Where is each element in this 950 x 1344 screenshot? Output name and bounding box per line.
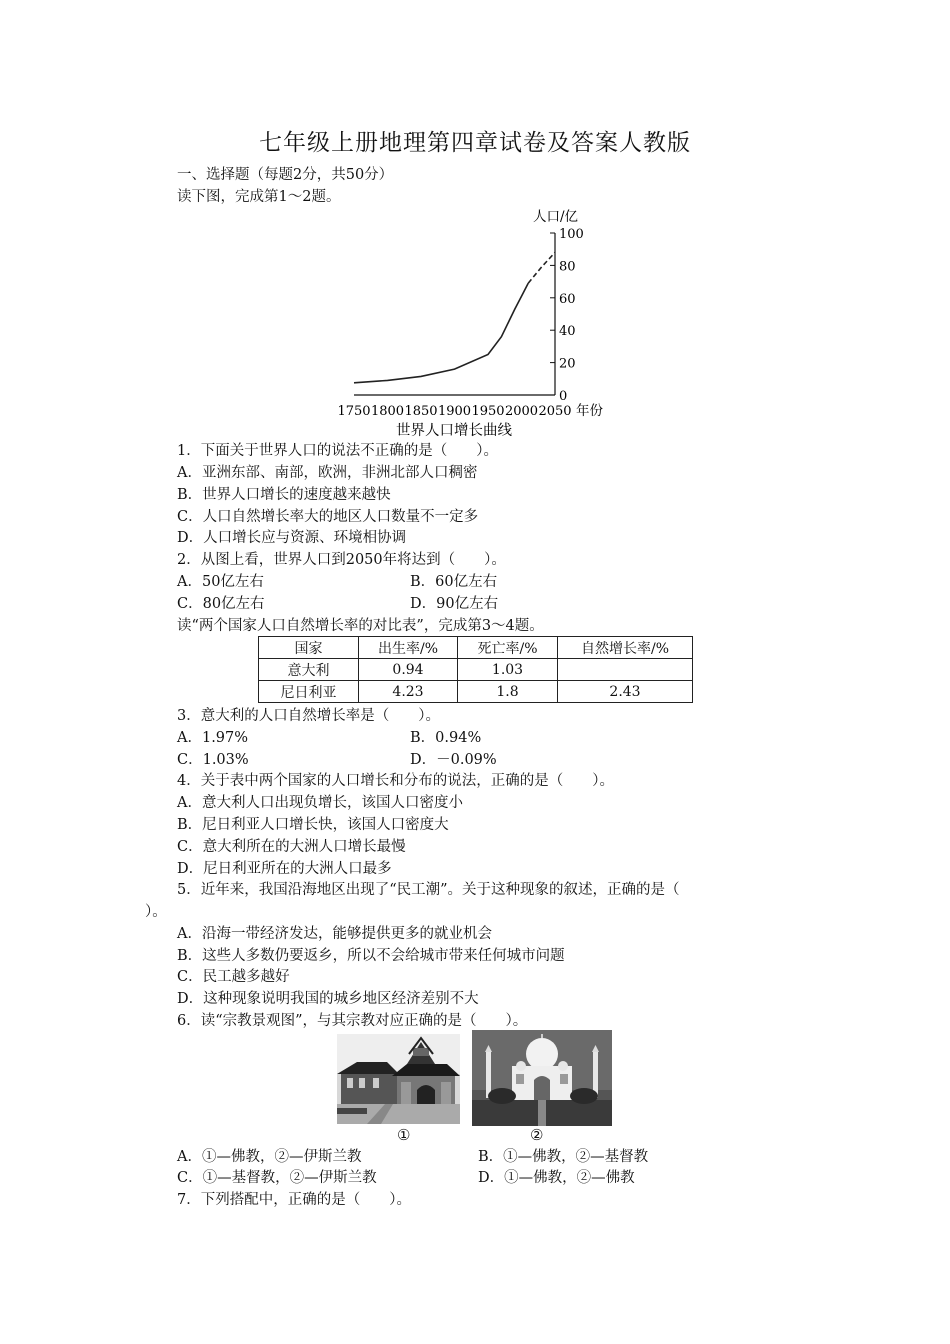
pic1-label: ① [397, 1126, 411, 1144]
q6-option-c: C．①—基督教，②—伊斯兰教 [177, 1170, 377, 1186]
table-cell: 意大利 [259, 659, 359, 681]
table-cell: 尼日利亚 [259, 681, 359, 703]
q6-stem: 6．读“宗教景观图”，与其宗教对应正确的是（ ）。 [177, 1013, 528, 1029]
header-cell: 出生率/% [359, 637, 458, 659]
y-tick-label: 40 [559, 324, 576, 340]
q1-stem: 1．下面关于世界人口的说法不正确的是（ ）。 [177, 443, 498, 459]
q1-option-a: A．亚洲东部、南部，欧洲，非洲北部人口稠密 [177, 465, 478, 481]
header-cell: 自然增长率/% [558, 637, 693, 659]
y-tick-label: 80 [559, 259, 576, 275]
x-tick-label: 1850 [404, 404, 438, 419]
table-cell: 1.8 [458, 681, 558, 703]
q5-option-b: B．这些人多数仍要返乡，所以不会给城市带来任何城市问题 [177, 948, 565, 964]
q2-stem: 2．从图上看，世界人口到2050年将达到（ ）。 [177, 552, 506, 568]
population-projection [528, 252, 555, 283]
population-chart [330, 205, 620, 440]
table-cell [558, 659, 693, 681]
q5-option-d: D．这种现象说明我国的城乡地区经济差别不大 [177, 991, 479, 1007]
y-tick-label: 0 [559, 389, 568, 404]
x-tick-label: 2000 [504, 404, 539, 419]
table-header-row [259, 637, 693, 659]
intro-q1-2: 读下图，完成第1～2题。 [177, 189, 341, 205]
q1-option-d: D．人口增长应与资源、环境相协调 [177, 530, 407, 546]
q1-option-c: C．人口自然增长率大的地区人口数量不一定多 [177, 509, 479, 525]
header-cell: 国家 [259, 637, 359, 659]
x-tick-label: 2050 [538, 404, 572, 419]
intro-q3-4: 读“两个国家人口自然增长率的对比表”，完成第3～4题。 [177, 618, 544, 634]
q6-option-b: B．①—佛教，②—基督教 [478, 1149, 649, 1165]
q3-option-c: C．1.03% [177, 752, 249, 768]
q2-option-b: B．60亿左右 [410, 574, 498, 590]
table-row [259, 681, 693, 703]
q3-option-b: B．0.94% [410, 730, 482, 746]
q3-option-a: A．1.97% [177, 730, 249, 746]
table-cell: 1.03 [458, 659, 558, 681]
x-tick-label: 1750 [337, 404, 371, 419]
q4-stem: 4．关于表中两个国家的人口增长和分布的说法，正确的是（ ）。 [177, 773, 614, 789]
q5-stem-continued: ）。 [145, 904, 167, 920]
table-cell: 0.94 [359, 659, 458, 681]
q4-option-d: D．尼日利亚所在的大洲人口最多 [177, 861, 392, 877]
x-tick-label: 1950 [471, 404, 505, 419]
x-tick-label: 1900 [437, 404, 472, 419]
table-cell: 2.43 [558, 681, 693, 703]
growth-rate-table [258, 636, 693, 703]
chart-title: 世界人口增长曲线 [396, 423, 512, 439]
population-curve [354, 283, 528, 383]
page-title: 七年级上册地理第四章试卷及答案人教版 [259, 130, 691, 156]
chart-xlabel: 年份 [576, 403, 603, 419]
q5-option-c: C．民工越多越好 [177, 969, 290, 985]
q3-stem: 3．意大利的人口自然增长率是（ ）。 [177, 708, 440, 724]
q6-option-a: A．①—佛教，②—伊斯兰教 [177, 1149, 362, 1165]
q2-option-d: D．90亿左右 [410, 596, 499, 612]
header-cell: 死亡率/% [458, 637, 558, 659]
q2-option-a: A．50亿左右 [177, 574, 264, 590]
section-heading: 一、选择题（每题2分，共50分） [177, 167, 394, 183]
y-tick-label: 60 [559, 291, 576, 307]
q2-option-c: C．80亿左右 [177, 596, 265, 612]
mosque-photo [472, 1030, 612, 1126]
q1-option-b: B．世界人口增长的速度越来越快 [177, 487, 391, 503]
y-tick-label: 20 [559, 356, 576, 372]
temple-photo [337, 1034, 460, 1124]
q4-option-b: B．尼日利亚人口增长快，该国人口密度大 [177, 817, 449, 833]
table-row [259, 659, 693, 681]
q5-stem: 5．近年来，我国沿海地区出现了“民工潮”。关于这种现象的叙述，正确的是（ [177, 882, 680, 898]
q4-option-c: C．意大利所在的大洲人口增长最慢 [177, 839, 406, 855]
q7-stem: 7．下列搭配中，正确的是（ ）。 [177, 1192, 411, 1208]
y-tick-label: 100 [559, 227, 584, 242]
x-tick-label: 1800 [370, 404, 405, 419]
chart-ylabel: 人口/亿 [533, 209, 579, 225]
q3-option-d: D．－0.09% [410, 752, 497, 768]
q6-option-d: D．①—佛教，②—佛教 [478, 1170, 635, 1186]
table-cell: 4.23 [359, 681, 458, 703]
q5-option-a: A．沿海一带经济发达，能够提供更多的就业机会 [177, 926, 492, 942]
q4-option-a: A．意大利人口出现负增长，该国人口密度小 [177, 795, 463, 811]
pic2-label: ② [530, 1126, 544, 1144]
